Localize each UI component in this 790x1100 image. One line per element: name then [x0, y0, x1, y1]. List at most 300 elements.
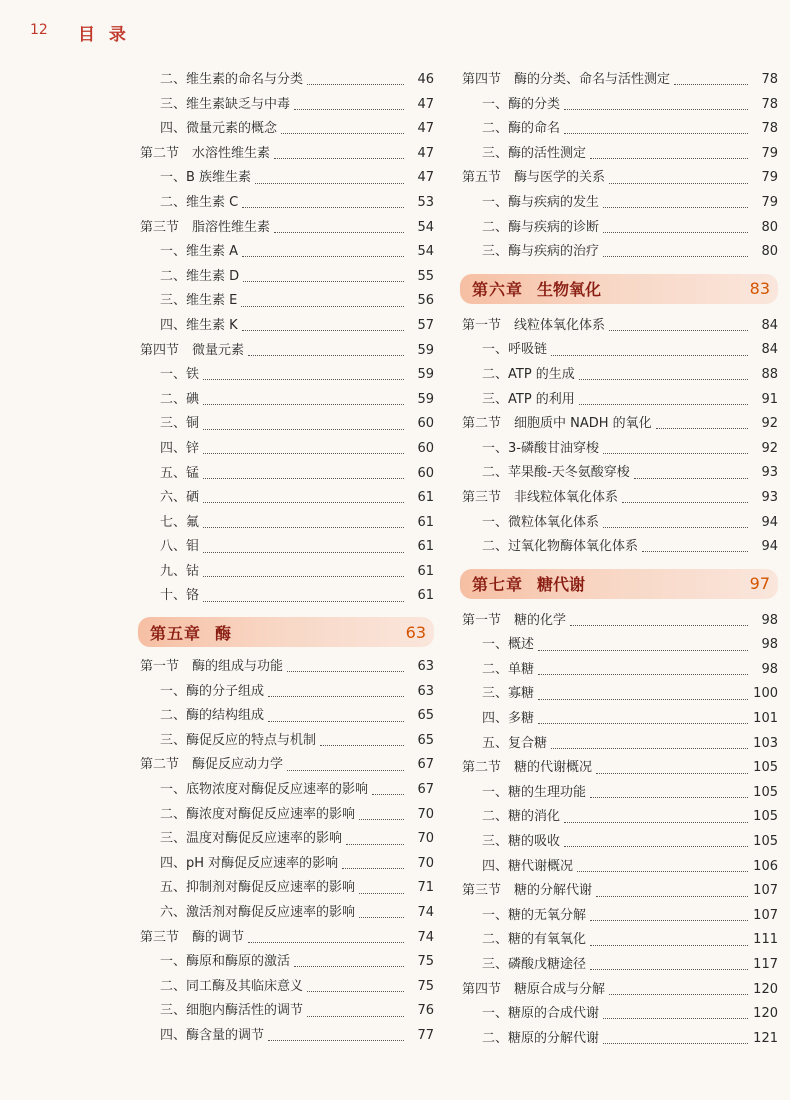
- toc-section[interactable]: [460, 879, 778, 904]
- toc-item[interactable]: [138, 462, 434, 487]
- entry-page-number: 88: [761, 366, 778, 382]
- toc-item[interactable]: [460, 805, 778, 830]
- toc-item[interactable]: [138, 827, 434, 852]
- entry-page-number: 78: [761, 96, 778, 112]
- toc-item[interactable]: [138, 901, 434, 926]
- toc-item[interactable]: [460, 142, 778, 167]
- entry-title: 二、酶与疾病的诊断: [482, 219, 600, 235]
- toc-item[interactable]: [460, 830, 778, 855]
- dot-leader: [268, 1031, 404, 1041]
- dot-leader: [603, 444, 748, 454]
- entry-page-number: 60: [417, 465, 434, 481]
- toc-section[interactable]: [460, 609, 778, 634]
- entry-title: 六、激活剂对酶促反应速率的影响: [160, 905, 356, 920]
- dot-leader: [674, 75, 748, 85]
- entry-title: 二、酶的结构组成: [160, 708, 265, 724]
- entry-page-number: 53: [417, 194, 434, 210]
- dot-leader: [609, 321, 748, 331]
- entry-title: 三、酶促反应的特点与机制: [160, 732, 317, 748]
- entry-title: 五、锰: [160, 465, 200, 481]
- entry-title: 二、糖的有氧氧化: [482, 932, 587, 948]
- dot-leader: [603, 1034, 748, 1044]
- entry-title: 一、糖原的合成代谢: [482, 1006, 600, 1022]
- dot-leader: [346, 835, 404, 845]
- dot-leader: [203, 567, 404, 577]
- entry-title: 二、维生素 C: [160, 194, 239, 210]
- toc-item[interactable]: [460, 928, 778, 953]
- entry-page-number: 121: [753, 1030, 778, 1046]
- toc-item[interactable]: [138, 876, 434, 901]
- entry-page-number: 107: [753, 907, 778, 923]
- entry-page-number: 105: [753, 834, 778, 850]
- toc-item[interactable]: [460, 1027, 778, 1052]
- entry-title: 一、概述: [482, 637, 535, 653]
- entry-title: 二、酶的命名: [482, 121, 561, 137]
- entry-title: 第三节 脂溶性维生素: [140, 219, 271, 235]
- entry-page-number: 93: [761, 465, 778, 481]
- entry-title: 四、锌: [160, 440, 200, 456]
- entry-title: 五、复合糖: [482, 735, 548, 751]
- dot-leader: [203, 592, 404, 602]
- toc-item[interactable]: [138, 852, 434, 877]
- toc-item[interactable]: [460, 93, 778, 118]
- entry-page-number: 111: [753, 932, 778, 948]
- toc-item[interactable]: [460, 707, 778, 732]
- chapter-page-number: 97: [749, 574, 770, 594]
- toc-item[interactable]: [460, 216, 778, 241]
- entry-page-number: 74: [417, 905, 434, 920]
- dot-leader: [538, 714, 748, 724]
- entry-page-number: 101: [753, 711, 778, 727]
- dot-leader: [243, 272, 404, 282]
- dot-leader: [294, 957, 404, 967]
- entry-title: 三、细胞内酶活性的调节: [160, 1003, 304, 1019]
- entry-page-number: 54: [417, 244, 434, 260]
- entry-title: 二、维生素 D: [160, 268, 240, 284]
- entry-page-number: 60: [417, 440, 434, 456]
- dot-leader: [359, 908, 404, 918]
- dot-leader: [579, 370, 748, 380]
- entry-title: 二、过氧化物酶体氧化体系: [482, 539, 639, 555]
- toc-section[interactable]: [138, 142, 434, 167]
- dot-leader: [281, 124, 404, 134]
- toc-item[interactable]: [138, 388, 434, 413]
- page-header: [0, 0, 790, 52]
- entry-page-number: 67: [417, 782, 434, 798]
- dot-leader: [603, 198, 748, 208]
- entry-page-number: 100: [753, 686, 778, 702]
- toc-item[interactable]: [138, 1024, 434, 1049]
- toc-item[interactable]: [138, 975, 434, 1000]
- dot-leader: [538, 641, 748, 651]
- entry-title: 第一节 糖的化学: [462, 612, 567, 628]
- entry-title: 三、糖的吸收: [482, 834, 561, 850]
- entry-page-number: 117: [753, 957, 778, 972]
- chapter-title: 生物氧化: [537, 280, 602, 300]
- entry-title: 二、ATP 的生成: [482, 366, 575, 382]
- chapter-page-number: 63: [405, 622, 426, 642]
- dot-leader: [596, 887, 748, 897]
- dot-leader: [307, 1007, 404, 1017]
- entry-title: 二、单糖: [482, 661, 535, 677]
- dot-leader: [203, 469, 404, 479]
- entry-page-number: 76: [417, 1003, 434, 1019]
- entry-title: 五、抑制剂对酶促反应速率的影响: [160, 880, 356, 896]
- entry-page-number: 105: [753, 760, 778, 776]
- entry-title: 一、微粒体氧化体系: [482, 514, 600, 530]
- toc-item[interactable]: [460, 855, 778, 880]
- toc-item[interactable]: [460, 511, 778, 536]
- entry-page-number: 67: [417, 757, 434, 773]
- entry-title: 第三节 非线粒体氧化体系: [462, 489, 619, 505]
- entry-title: 四、酶含量的调节: [160, 1027, 265, 1043]
- entry-page-number: 79: [761, 170, 778, 186]
- dot-leader: [579, 395, 748, 405]
- dot-leader: [294, 100, 404, 110]
- entry-page-number: 92: [761, 416, 778, 432]
- dot-leader: [590, 911, 748, 921]
- toc-item[interactable]: [460, 363, 778, 388]
- entry-title: 第四节 酶的分类、命名与活性测定: [462, 72, 671, 87]
- toc-item[interactable]: [138, 363, 434, 388]
- entry-title: 一、酶的分类: [482, 96, 561, 112]
- entry-page-number: 47: [417, 170, 434, 186]
- entry-title: 三、ATP 的利用: [482, 391, 575, 407]
- entry-page-number: 59: [417, 367, 434, 383]
- entry-page-number: 75: [417, 954, 434, 970]
- dot-leader: [609, 985, 748, 995]
- entry-title: 第一节 线粒体氧化体系: [462, 317, 606, 333]
- entry-title: 八、钼: [160, 539, 200, 555]
- entry-page-number: 56: [417, 293, 434, 309]
- toc-item[interactable]: [138, 680, 434, 705]
- toc-item[interactable]: [460, 658, 778, 683]
- entry-title: 第五节 酶与医学的关系: [462, 170, 606, 186]
- toc-item[interactable]: [138, 166, 434, 191]
- dot-leader: [203, 493, 404, 503]
- toc-item[interactable]: [138, 486, 434, 511]
- entry-page-number: 63: [417, 683, 434, 699]
- entry-page-number: 65: [417, 732, 434, 748]
- toc-item[interactable]: [460, 240, 778, 265]
- entry-page-number: 105: [753, 784, 778, 800]
- dot-leader: [590, 936, 748, 946]
- entry-title: 二、碘: [160, 391, 200, 407]
- dot-leader: [203, 395, 404, 405]
- toc-section[interactable]: [138, 339, 434, 364]
- entry-title: 第二节 酶促反应动力学: [140, 757, 284, 773]
- chapter-heading[interactable]: [460, 274, 778, 304]
- dot-leader: [603, 223, 748, 233]
- entry-page-number: 98: [761, 661, 778, 677]
- toc-section[interactable]: [138, 655, 434, 680]
- toc-item[interactable]: [138, 437, 434, 462]
- dot-leader: [564, 813, 748, 823]
- entry-page-number: 63: [417, 659, 434, 675]
- entry-page-number: 98: [761, 637, 778, 653]
- toc-section[interactable]: [460, 166, 778, 191]
- entry-title: 一、铁: [160, 367, 200, 383]
- toc-section[interactable]: [460, 412, 778, 437]
- entry-title: 第二节 水溶性维生素: [140, 145, 271, 161]
- entry-page-number: 78: [761, 121, 778, 137]
- entry-page-number: 94: [761, 539, 778, 555]
- dot-leader: [551, 739, 748, 749]
- entry-title: 第四节 糖原合成与分解: [462, 981, 606, 997]
- entry-page-number: 78: [761, 72, 778, 87]
- entry-page-number: 80: [761, 219, 778, 235]
- toc-section[interactable]: [138, 753, 434, 778]
- toc-left-column: [138, 68, 434, 1049]
- entry-page-number: 61: [417, 514, 434, 530]
- chapter-label: 第六章: [472, 280, 524, 300]
- toc-right-column: [460, 68, 778, 1051]
- dot-leader: [287, 761, 404, 771]
- page-title: 目 录: [78, 25, 130, 45]
- chapter-label: 第五章: [150, 623, 202, 643]
- entry-page-number: 120: [753, 981, 778, 997]
- toc-item[interactable]: [138, 950, 434, 975]
- entry-title: 二、维生素的命名与分类: [160, 72, 304, 87]
- entry-title: 第三节 酶的调节: [140, 929, 245, 945]
- entry-page-number: 94: [761, 514, 778, 530]
- entry-page-number: 105: [753, 809, 778, 825]
- entry-title: 二、糖的消化: [482, 809, 561, 825]
- entry-title: 三、酶的活性测定: [482, 145, 587, 161]
- entry-title: 第二节 糖的代谢概况: [462, 760, 593, 776]
- entry-page-number: 61: [417, 539, 434, 555]
- toc-item[interactable]: [138, 240, 434, 265]
- entry-title: 四、微量元素的概念: [160, 121, 278, 137]
- entry-page-number: 98: [761, 612, 778, 628]
- toc-item[interactable]: [138, 778, 434, 803]
- dot-leader: [538, 690, 748, 700]
- toc-item[interactable]: [138, 93, 434, 118]
- toc-item[interactable]: [460, 535, 778, 560]
- dot-leader: [307, 982, 404, 992]
- entry-title: 二、糖原的分解代谢: [482, 1030, 600, 1046]
- entry-title: 三、磷酸戊糖途径: [482, 957, 587, 972]
- entry-title: 四、pH 对酶促反应速率的影响: [160, 855, 339, 871]
- dot-leader: [603, 518, 748, 528]
- entry-title: 一、糖的无氧分解: [482, 907, 587, 923]
- entry-title: 第三节 糖的分解代谢: [462, 883, 593, 899]
- entry-page-number: 55: [417, 268, 434, 284]
- dot-leader: [248, 933, 404, 943]
- entry-page-number: 84: [761, 342, 778, 358]
- toc-item[interactable]: [138, 191, 434, 216]
- toc-item[interactable]: [138, 314, 434, 339]
- entry-page-number: 93: [761, 489, 778, 505]
- entry-title: 三、维生素 E: [160, 293, 238, 309]
- entry-page-number: 57: [417, 317, 434, 333]
- entry-page-number: 79: [761, 194, 778, 210]
- dot-leader: [642, 542, 748, 552]
- toc-section[interactable]: [138, 216, 434, 241]
- chapter-title: 糖代谢: [537, 575, 586, 595]
- entry-title: 第四节 微量元素: [140, 342, 245, 358]
- toc-item[interactable]: [460, 117, 778, 142]
- entry-title: 一、酶原和酶原的激活: [160, 954, 291, 970]
- entry-title: 七、氟: [160, 514, 200, 530]
- entry-title: 一、糖的生理功能: [482, 784, 587, 800]
- entry-page-number: 61: [417, 490, 434, 506]
- dot-leader: [274, 223, 404, 233]
- entry-title: 三、寡糖: [482, 686, 535, 702]
- entry-page-number: 70: [417, 806, 434, 822]
- entry-page-number: 65: [417, 708, 434, 724]
- dot-leader: [242, 321, 404, 331]
- toc-item[interactable]: [460, 1002, 778, 1027]
- toc-section[interactable]: [460, 978, 778, 1003]
- toc-item[interactable]: [460, 781, 778, 806]
- dot-leader: [241, 297, 404, 307]
- dot-leader: [268, 712, 404, 722]
- toc-item[interactable]: [460, 338, 778, 363]
- dot-leader: [359, 810, 404, 820]
- toc-item[interactable]: [138, 535, 434, 560]
- dot-leader: [320, 736, 404, 746]
- dot-leader: [255, 174, 404, 184]
- chapter-page-number: 83: [749, 279, 770, 299]
- entry-title: 一、酶与疾病的发生: [482, 194, 600, 210]
- entry-page-number: 80: [761, 244, 778, 260]
- page-number: 12: [30, 22, 48, 38]
- dot-leader: [564, 100, 748, 110]
- entry-title: 二、酶浓度对酶促反应速率的影响: [160, 806, 356, 822]
- dot-leader: [590, 149, 748, 159]
- chapter-heading[interactable]: [460, 569, 778, 599]
- dot-leader: [590, 960, 748, 970]
- dot-leader: [590, 788, 748, 798]
- entry-page-number: 54: [417, 219, 434, 235]
- toc-item[interactable]: [138, 68, 434, 93]
- entry-title: 二、同工酶及其临床意义: [160, 978, 304, 994]
- dot-leader: [242, 198, 404, 208]
- dot-leader: [564, 124, 748, 134]
- chapter-label: 第七章: [472, 575, 524, 595]
- toc-item[interactable]: [138, 117, 434, 142]
- entry-title: 四、糖代谢概况: [482, 858, 574, 874]
- toc-item[interactable]: [460, 732, 778, 757]
- dot-leader: [242, 247, 404, 257]
- entry-page-number: 70: [417, 831, 434, 847]
- entry-page-number: 60: [417, 416, 434, 432]
- entry-title: 三、温度对酶促反应速率的影响: [160, 831, 343, 847]
- toc-item[interactable]: [138, 511, 434, 536]
- entry-page-number: 46: [417, 72, 434, 87]
- toc-item[interactable]: [460, 633, 778, 658]
- dot-leader: [359, 884, 404, 894]
- entry-page-number: 59: [417, 342, 434, 358]
- dot-leader: [656, 419, 748, 429]
- toc-section[interactable]: [460, 68, 778, 93]
- entry-title: 三、维生素缺乏与中毒: [160, 96, 291, 112]
- toc-item[interactable]: [138, 729, 434, 754]
- entry-page-number: 120: [753, 1006, 778, 1022]
- chapter-title: 酶: [215, 623, 232, 643]
- entry-page-number: 59: [417, 391, 434, 407]
- entry-page-number: 107: [753, 883, 778, 899]
- toc-item[interactable]: [138, 999, 434, 1024]
- entry-page-number: 47: [417, 96, 434, 112]
- entry-title: 三、酶与疾病的治疗: [482, 244, 600, 260]
- entry-page-number: 84: [761, 317, 778, 333]
- entry-title: 四、维生素 K: [160, 317, 238, 333]
- toc-item[interactable]: [138, 560, 434, 585]
- toc-item[interactable]: [460, 682, 778, 707]
- toc-section[interactable]: [460, 756, 778, 781]
- entry-page-number: 103: [753, 735, 778, 751]
- toc-item[interactable]: [460, 437, 778, 462]
- dot-leader: [596, 764, 748, 774]
- entry-title: 十、铬: [160, 588, 200, 604]
- dot-leader: [287, 662, 404, 672]
- entry-title: 第一节 酶的组成与功能: [140, 659, 284, 675]
- entry-title: 一、3-磷酸甘油穿梭: [482, 440, 599, 456]
- entry-page-number: 70: [417, 855, 434, 871]
- dot-leader: [609, 174, 748, 184]
- entry-page-number: 77: [417, 1027, 434, 1043]
- entry-page-number: 61: [417, 588, 434, 604]
- entry-page-number: 47: [417, 121, 434, 137]
- toc-item[interactable]: [460, 388, 778, 413]
- entry-page-number: 75: [417, 978, 434, 994]
- entry-title: 二、苹果酸-天冬氨酸穿梭: [482, 465, 630, 481]
- toc-item[interactable]: [138, 803, 434, 828]
- entry-page-number: 74: [417, 929, 434, 945]
- toc-item[interactable]: [138, 584, 434, 609]
- entry-title: 一、呼吸链: [482, 342, 548, 358]
- toc-item[interactable]: [138, 412, 434, 437]
- dot-leader: [622, 493, 748, 503]
- dot-leader: [372, 785, 404, 795]
- dot-leader: [564, 837, 748, 847]
- dot-leader: [577, 862, 748, 872]
- entry-page-number: 47: [417, 145, 434, 161]
- entry-title: 九、钴: [160, 563, 200, 579]
- dot-leader: [307, 75, 404, 85]
- entry-title: 一、底物浓度对酶促反应速率的影响: [160, 782, 369, 798]
- dot-leader: [538, 665, 748, 675]
- dot-leader: [274, 149, 404, 159]
- toc-item[interactable]: [460, 461, 778, 486]
- dot-leader: [634, 469, 748, 479]
- dot-leader: [203, 370, 404, 380]
- dot-leader: [268, 687, 404, 697]
- dot-leader: [203, 543, 404, 553]
- toc-section[interactable]: [460, 486, 778, 511]
- dot-leader: [203, 518, 404, 528]
- entry-page-number: 61: [417, 563, 434, 579]
- chapter-heading[interactable]: [138, 617, 434, 647]
- dot-leader: [603, 1009, 748, 1019]
- toc-item[interactable]: [460, 953, 778, 978]
- toc-section[interactable]: [138, 926, 434, 951]
- toc-item[interactable]: [460, 904, 778, 929]
- entry-page-number: 91: [761, 391, 778, 407]
- entry-title: 一、维生素 A: [160, 244, 239, 260]
- entry-page-number: 92: [761, 440, 778, 456]
- entry-page-number: 71: [417, 880, 434, 896]
- toc-item[interactable]: [138, 289, 434, 314]
- toc-item[interactable]: [138, 704, 434, 729]
- toc-item[interactable]: [138, 265, 434, 290]
- dot-leader: [551, 346, 748, 356]
- dot-leader: [342, 859, 404, 869]
- toc-item[interactable]: [460, 191, 778, 216]
- toc-section[interactable]: [460, 314, 778, 339]
